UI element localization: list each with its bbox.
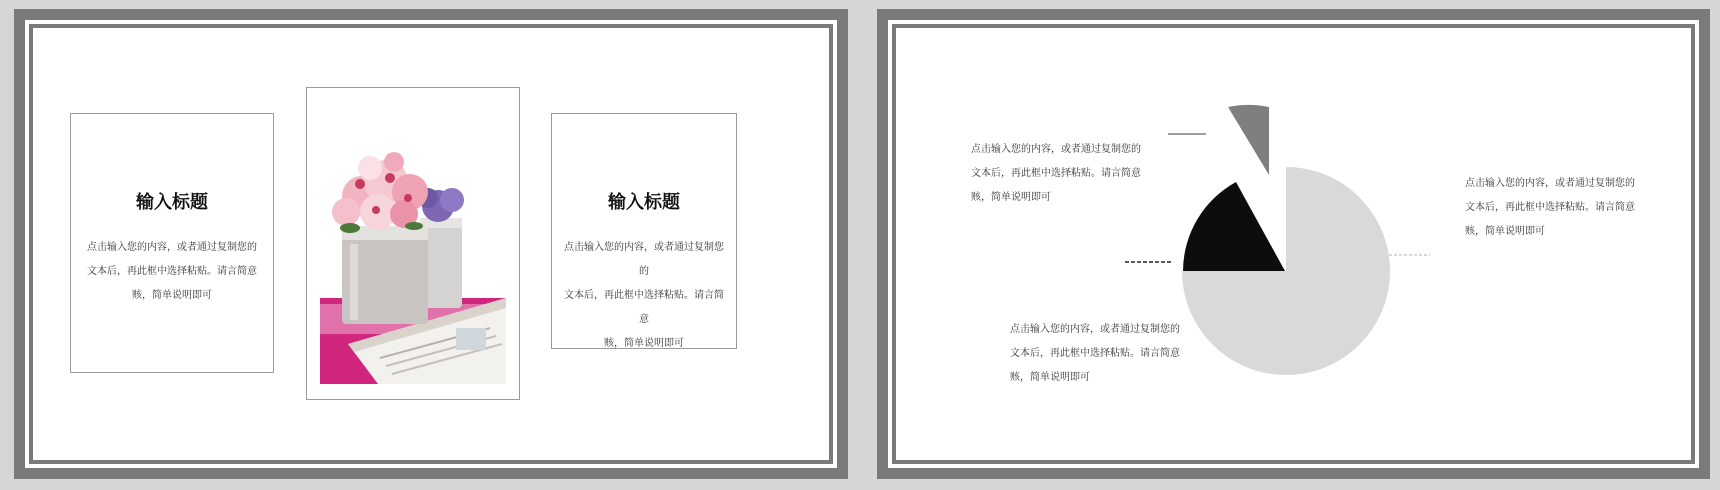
note-line: 文本后，再此框中选择粘贴。请言简意: [1010, 348, 1180, 359]
slide-left-inner: [25, 20, 837, 468]
note-line: 点击输入您的内容，或者通过复制您的: [971, 144, 1141, 155]
note-line: 文本后，再此框中选择粘贴。请言简意: [1465, 202, 1635, 213]
slide-right-inner: [888, 20, 1699, 468]
note-line: 赅，简单说明即可: [1010, 372, 1090, 383]
slide-right-frame: [892, 24, 1695, 464]
card-body: [81, 236, 263, 308]
card-body-line: 点击输入您的内容，或者通过复制您的: [564, 242, 724, 277]
card-body-line: 赅，简单说明即可: [604, 338, 684, 349]
slide-left: [14, 9, 848, 479]
slide-right: [877, 9, 1710, 479]
pie-chart: [896, 28, 1699, 468]
card-body-line: 点击输入您的内容，或者通过复制您的: [87, 242, 257, 253]
pie-slice-dark[interactable]: [1183, 182, 1285, 271]
note-line: 点击输入您的内容，或者通过复制您的: [1010, 324, 1180, 335]
card-title: 输入标题: [608, 192, 680, 213]
flower-book-photo-icon: [320, 148, 506, 384]
text-card-left[interactable]: [70, 113, 274, 373]
card-body: [562, 236, 726, 356]
pie-slice-mid[interactable]: [1228, 105, 1269, 175]
note-line: 文本后，再此框中选择粘贴。请言简意: [971, 168, 1141, 179]
card-title: 输入标题: [136, 192, 208, 213]
card-body-line: 赅，简单说明即可: [132, 290, 212, 301]
note-line: 赅，简单说明即可: [1465, 226, 1545, 237]
photo-card[interactable]: [306, 87, 520, 400]
card-body-line: 文本后，再此框中选择粘贴。请言简意: [87, 266, 257, 277]
note-line: 赅，简单说明即可: [971, 192, 1051, 203]
text-card-right[interactable]: [551, 113, 737, 349]
slide-left-frame: [29, 24, 833, 464]
card-body-line: 文本后，再此框中选择粘贴。请言简意: [564, 290, 724, 325]
note-line: 点击输入您的内容，或者通过复制您的: [1465, 178, 1635, 189]
